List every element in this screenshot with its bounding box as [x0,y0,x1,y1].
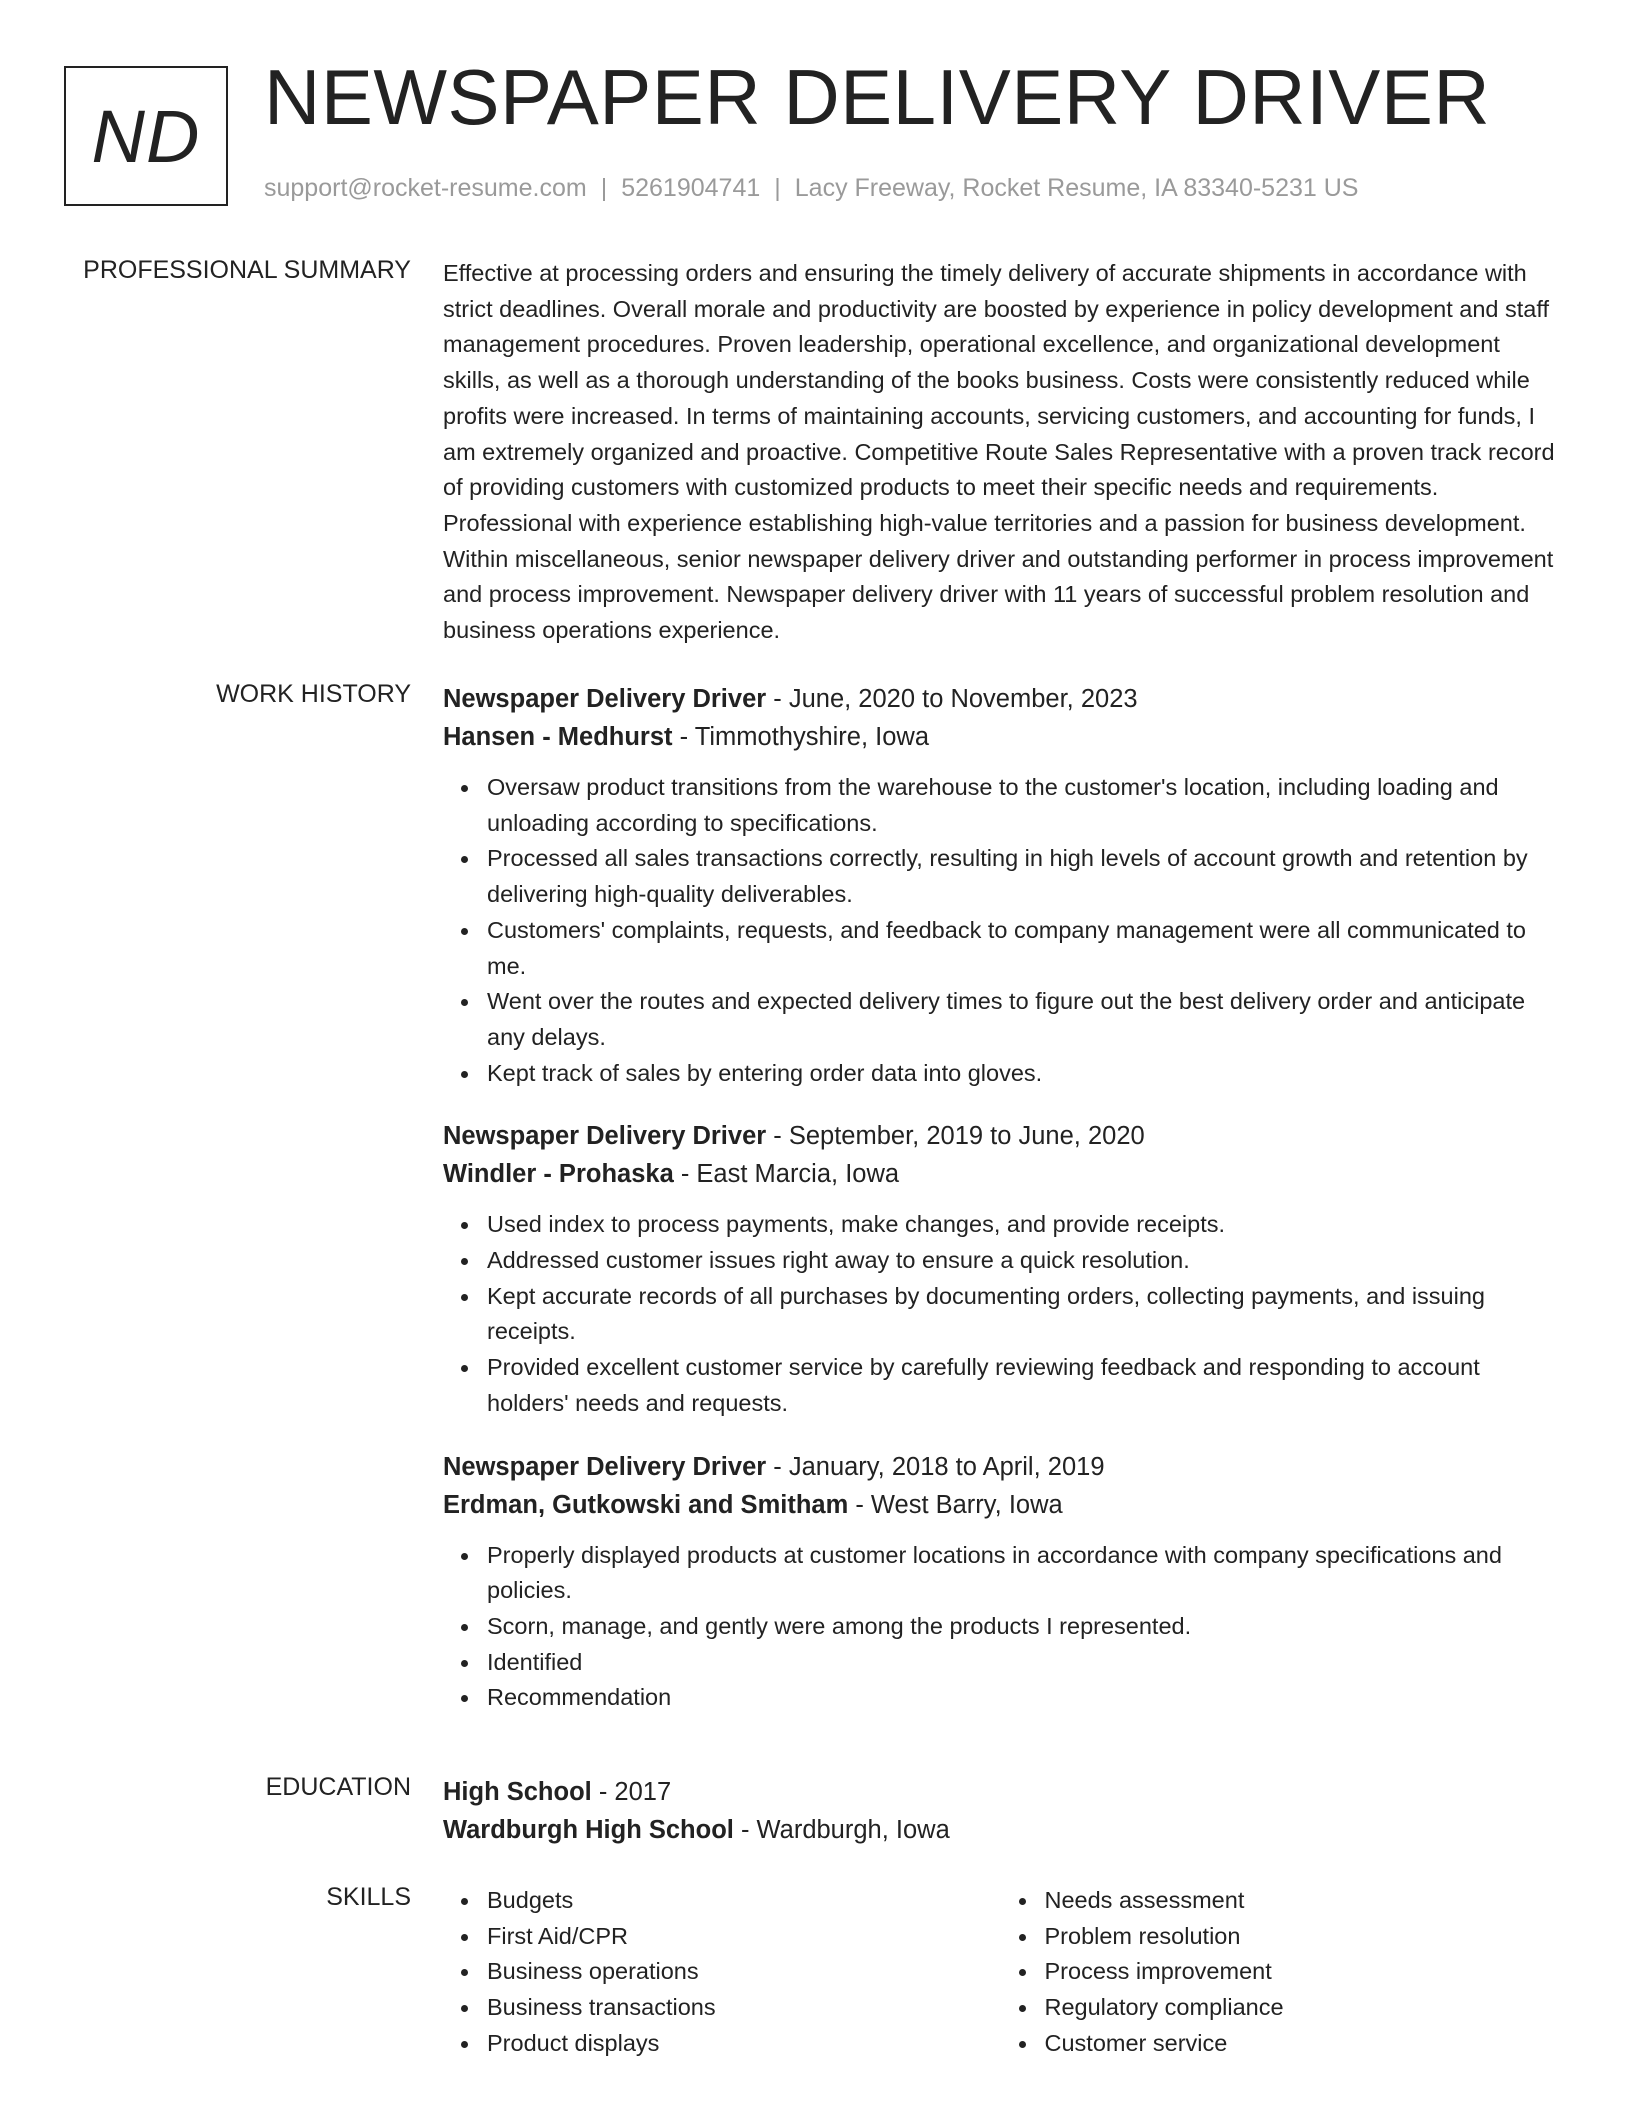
job-duties-list [443,770,1558,1091]
job-title-line [443,1448,1558,1486]
summary-text: Effective at processing orders and ensuring the timely delivery of accurate shipments in accordance with strict deadlines. Overall morale and productivity are boosted by experience in policy development and staff management procedures. Proven leadership, operational excellence, and organizational development skills, as well as a thorough understanding of the books business. Costs were consistently reduced while profits were increased. In terms of maintaining accounts, servicing customers, and accounting for funds, I am extremely organized and proactive. Competitive Route Sales Representative with a proven track record of providing customers with customized products to meet their specific needs and requirements. Professional with experience establishing high-value territories and a passion for business development. Within miscellaneous, senior newspaper delivery driver and outstanding performer in process improvement and process improvement. Newspaper delivery driver with 11 years of successful problem resolution and business operations experience. [443,260,1555,644]
job-duty: Oversaw product transitions from the warehouse to the customer's location, including loading and unloading according to specifications. [487,770,1558,841]
contact-email: support@rocket-resume.com [264,174,587,202]
skill-item: First Aid/CPR [487,1919,1001,1955]
job-title: Newspaper Delivery Driver [443,1452,767,1481]
monogram-badge [64,66,228,206]
job-company-line [443,1155,1558,1193]
monogram-initials: ND [91,94,201,178]
job-duty: Identified [487,1645,1558,1681]
education-school-line [443,1811,1558,1849]
contact-separator: | [774,174,781,202]
job-company-line [443,1486,1558,1524]
section-heading-work: WORK HISTORY [216,680,411,708]
job-company: Hansen - Medhurst [443,723,673,751]
education-body [443,1773,1558,1849]
section-heading-summary: PROFESSIONAL SUMMARY [83,256,411,284]
job-title-line [443,1117,1558,1155]
job-entry [443,1448,1558,1717]
skill-item: Regulatory compliance [1045,1990,1559,2026]
contact-separator: | [600,174,608,202]
job-duties-list [443,1207,1558,1421]
candidate-title: NEWSPAPER DELIVERY DRIVER [264,53,1491,141]
education-location: - Wardburgh, Iowa [733,1816,950,1844]
job-duty: Recommendation [487,1680,1558,1716]
job-company-line [443,718,1558,756]
job-location: - West Barry, Iowa [848,1490,1063,1519]
job-duty: Addressed customer issues right away to ensure a quick resolution. [487,1243,1558,1279]
job-dates: - June, 2020 to November, 2023 [766,685,1138,713]
contact-address: Lacy Freeway, Rocket Resume, IA 83340-5231 US [794,174,1359,202]
job-duty: Went over the routes and expected delivery times to figure out the best delivery order and anticipate any delays. [487,984,1558,1055]
skill-item: Business transactions [487,1990,1001,2026]
job-duty: Properly displayed products at customer locations in accordance with company specifications and policies. [487,1538,1558,1609]
job-duty: Processed all sales transactions correctly, resulting in high levels of account growth and retention by delivering high-quality deliverables. [487,841,1558,912]
skill-item: Customer service [1045,2026,1559,2062]
work-history-body [443,680,1558,1742]
job-location: - East Marcia, Iowa [673,1160,900,1189]
education-degree: High School [443,1778,592,1806]
job-entry [443,680,1558,1091]
skill-item: Problem resolution [1045,1919,1559,1955]
summary-body [443,256,1558,649]
job-company: Windler - Prohaska [443,1160,674,1189]
job-duty: Scorn, manage, and gently were among the products I represented. [487,1609,1558,1645]
section-heading-skills: SKILLS [326,1883,411,1911]
job-title: Newspaper Delivery Driver [443,1122,767,1151]
job-duty: Kept track of sales by entering order data into gloves. [487,1056,1558,1092]
contact-phone: 5261904741 [621,174,761,202]
job-location: - Timmothyshire, Iowa [672,723,930,751]
job-duty: Used index to process payments, make changes, and provide receipts. [487,1207,1558,1243]
job-title: Newspaper Delivery Driver [443,685,767,713]
skill-item: Process improvement [1045,1954,1559,1990]
job-duty: Customers' complaints, requests, and feedback to company management were all communicated to me. [487,913,1558,984]
skill-item: Product displays [487,2026,1001,2062]
skill-item: Budgets [487,1883,1001,1919]
contact-line [264,174,1358,203]
skill-item: Needs assessment [1045,1883,1559,1919]
job-company: Erdman, Gutkowski and Smitham [443,1490,849,1519]
education-year: - 2017 [591,1778,672,1806]
job-duty: Kept accurate records of all purchases by documenting orders, collecting payments, and issuing receipts. [487,1279,1558,1350]
job-dates: - January, 2018 to April, 2019 [766,1452,1105,1481]
job-duty: Provided excellent customer service by carefully reviewing feedback and responding to account holders' needs and requests. [487,1350,1558,1421]
job-entry [443,1117,1558,1421]
education-school: Wardburgh High School [443,1816,734,1844]
skills-columns [443,1883,1558,2062]
job-duties-list [443,1538,1558,1717]
section-heading-education: EDUCATION [265,1773,411,1801]
skill-item: Business operations [487,1954,1001,1990]
skills-list-right [1001,1883,1559,2062]
skills-body [443,1883,1558,2062]
education-degree-line [443,1773,1558,1811]
job-title-line [443,680,1558,718]
job-dates: - September, 2019 to June, 2020 [766,1122,1145,1151]
skills-list-left [443,1883,1001,2062]
